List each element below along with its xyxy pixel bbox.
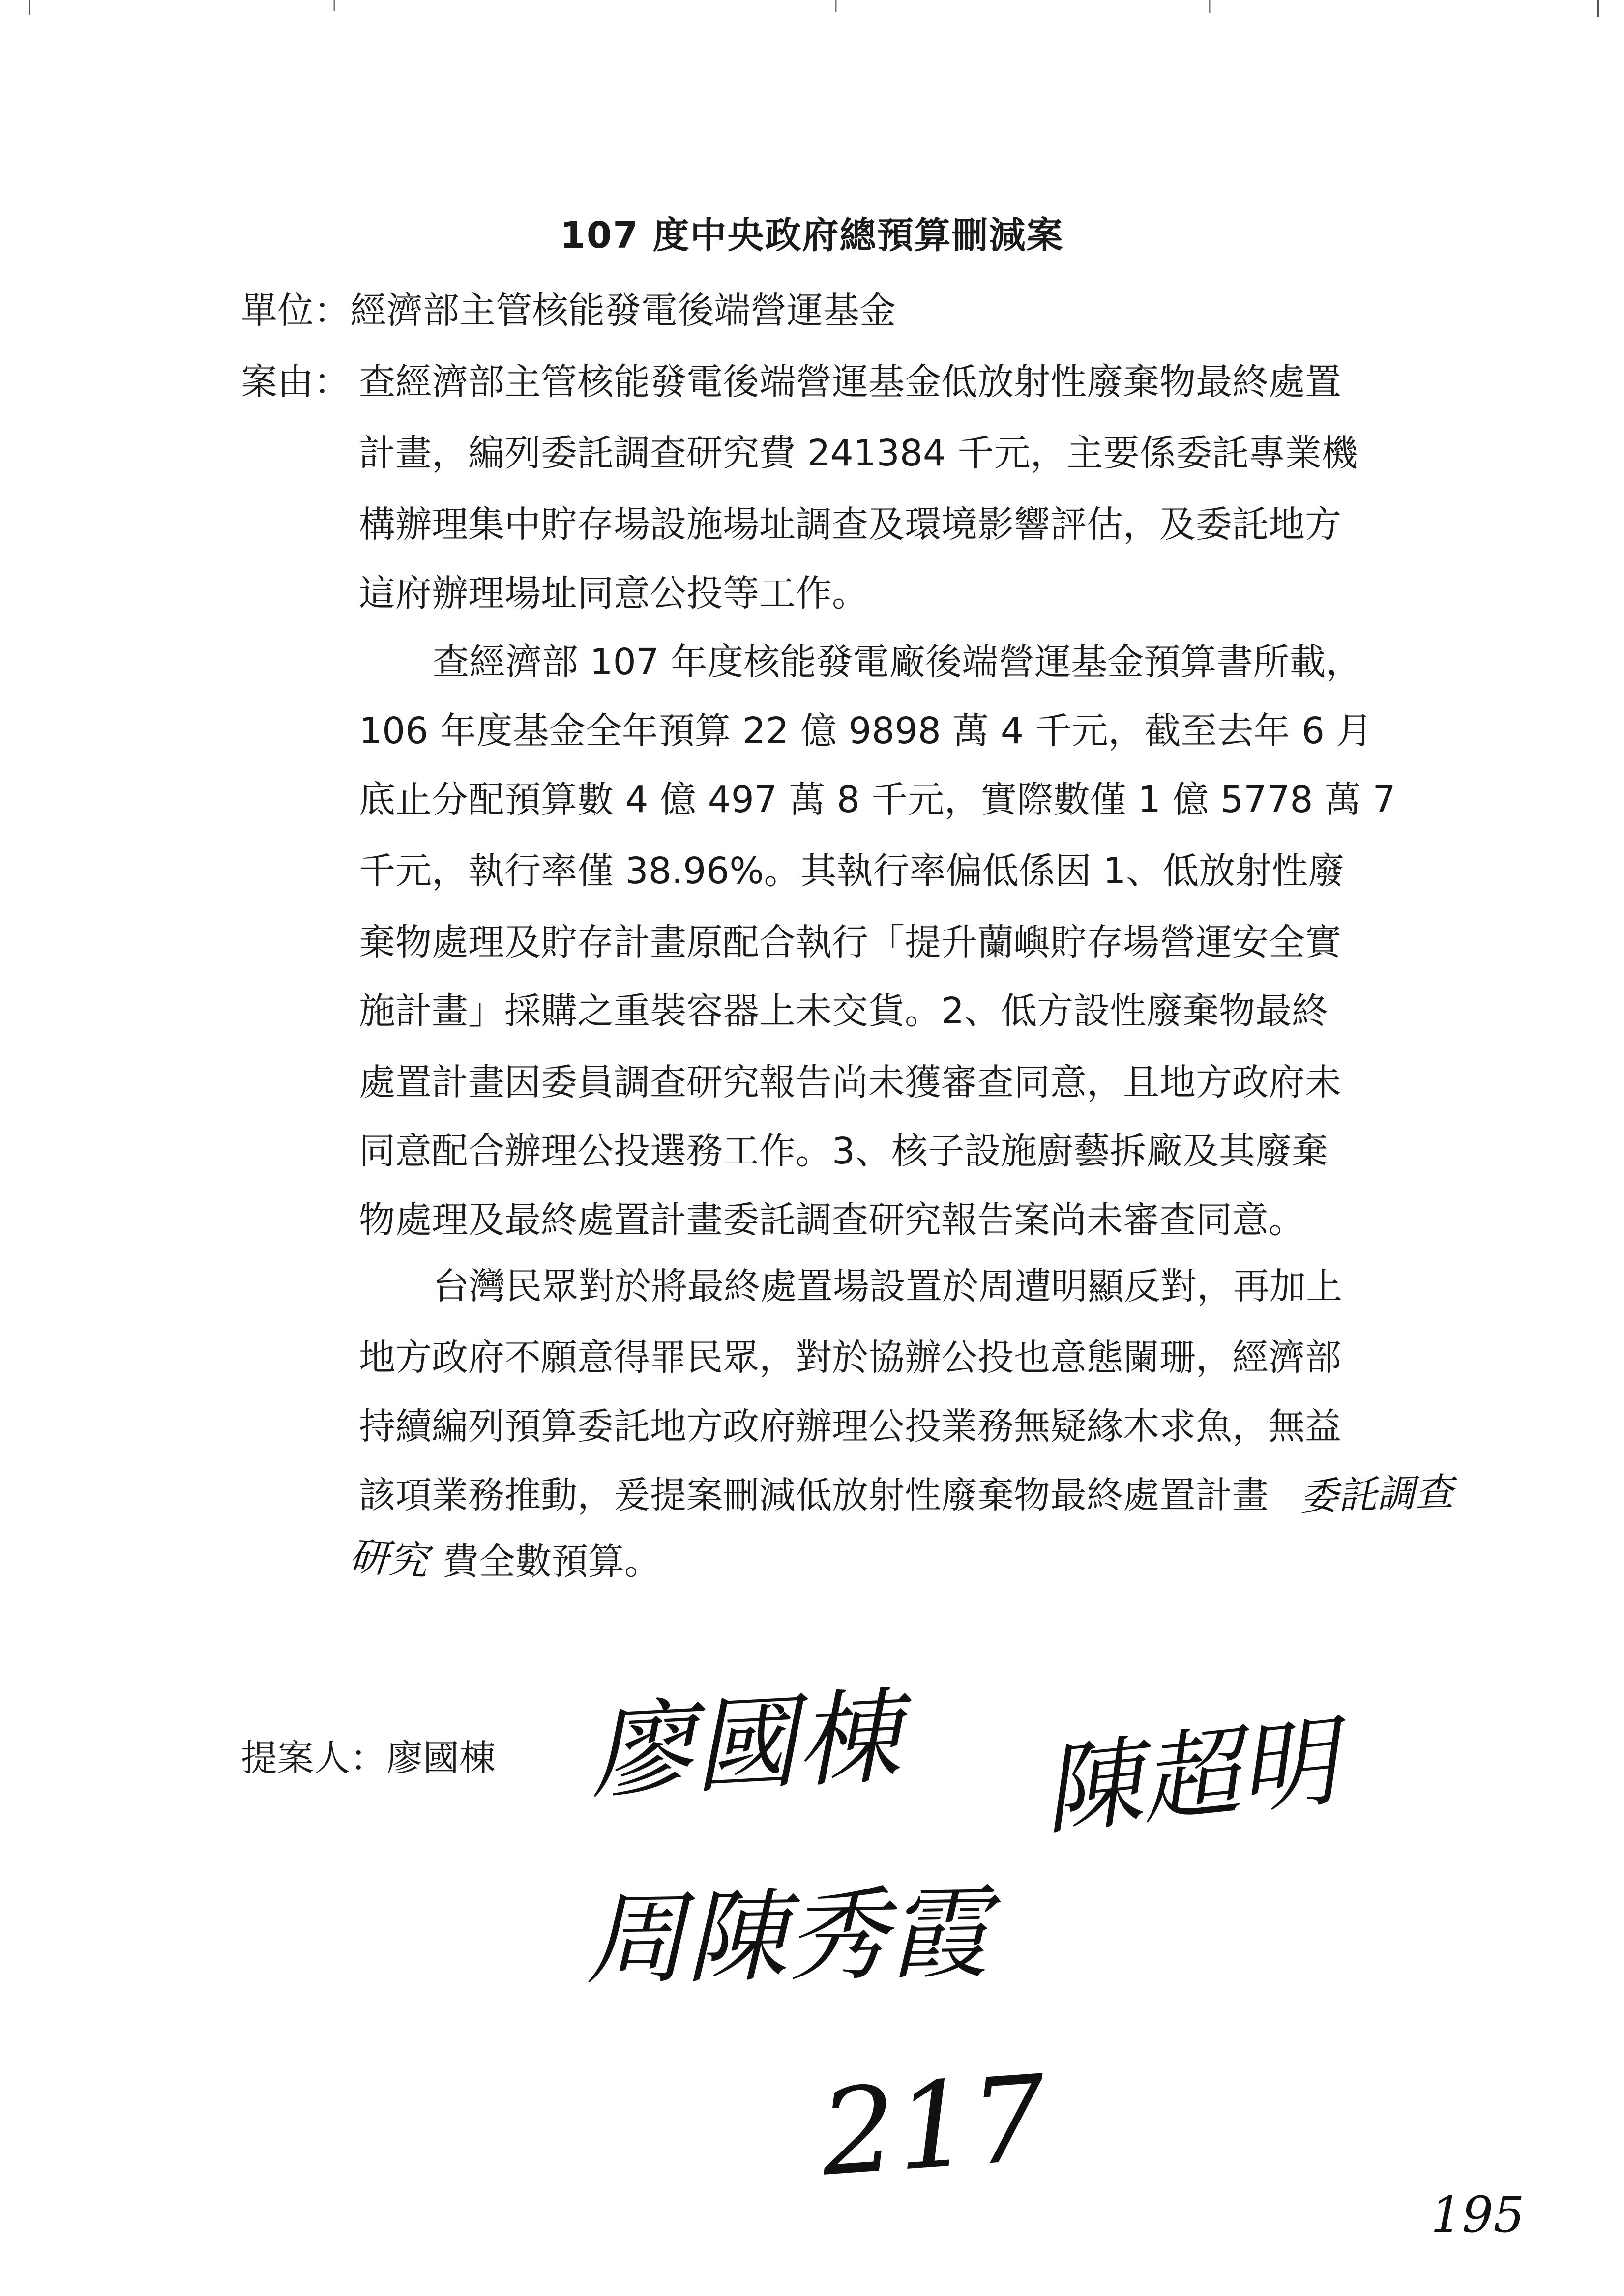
stamp-number [816,2049,1051,2203]
unit-label: 單位： [241,290,350,332]
reason-line: 構辦理集中貯存場設施場址調查及環境影響評估，及委託地方 [359,503,1341,546]
signature-3-text: 周陳秀霞 [584,1875,990,1999]
paragraph-line: 千元，執行率僅 38.96%。其執行率偏低係因 1、低放射性廢 [359,850,1345,892]
proposer-line [241,1737,496,1779]
stamp-number-text: 217 [816,2049,1051,2203]
page-number-text: 195 [1431,2186,1525,2243]
paragraph-line: 該項業務推動，爰提案刪減低放射性廢棄物最終處置計畫 [359,1474,1269,1516]
page-number [1426,2182,1534,2246]
paragraph-line: 台灣民眾對於將最終處置場設置於周遭明顯反對，再加上 [433,1265,1342,1308]
signature-2 [1033,1691,1377,1858]
unit-line [241,290,896,332]
paragraph-line: 查經濟部 107 年度核能發電廠後端營運基金預算書所載， [433,641,1362,683]
paragraph-line: 棄物處理及貯存計畫原配合執行「提升蘭嶼貯存場營運安全實 [359,921,1341,963]
scan-edge-marks [0,0,1624,20]
proposer-name: 廖國棟 [386,1737,496,1779]
signature-1-text: 廖國棟 [587,1677,903,1813]
unit-value: 經濟部主管核能發電後端營運基金 [350,290,896,332]
paragraph-line: 物處理及最終處置計畫委託調查研究報告案尚未審查同意。 [359,1199,1305,1241]
paragraph-line: 施計畫」採購之重裝容器上未交貨。2、低方設性廢棄物最終 [359,990,1329,1032]
document-title: 107 度中央政府總預算刪減案 [560,214,1064,257]
handwritten-insert-2-text: 研究 [348,1533,430,1585]
paragraph-line: 底止分配預算數 4 億 497 萬 8 千元，實際數僅 1 億 5778 萬 7 [359,779,1396,821]
paragraph-line: 處置計畫因委員調查研究報告尚未獲審查同意，且地方政府未 [359,1061,1341,1104]
signature-3 [575,1848,1018,2015]
paragraph-line: 持續編列預算委託地方政府辦理公投業務無疑緣木求魚，無益 [359,1405,1341,1448]
proposer-label: 提案人： [241,1737,386,1779]
handwritten-insert-1-text: 委託調查 [1299,1470,1454,1520]
signature-2-text: 陳超明 [1037,1704,1343,1849]
handwritten-insert-1 [1298,1462,1460,1526]
reason-label: 案由： [241,361,350,403]
paragraph-tail: 費全數預算。 [443,1540,661,1583]
paragraph-line: 地方政府不願意得罪民眾，對於協辦公投也意態闌珊，經濟部 [359,1337,1341,1379]
paragraph-line: 同意配合辦理公投選務工作。3、核子設施廚藝拆廠及其廢棄 [359,1130,1329,1172]
reason-line: 計畫，編列委託調查研究費 241384 千元，主要係委託專業機 [359,432,1358,474]
paragraph-line: 106 年度基金全年預算 22 億 9898 萬 4 千元，截至去年 6 月 [359,710,1373,752]
reason-line: 查經濟部主管核能發電後端營運基金低放射性廢棄物最終處置 [359,361,1341,403]
signature-1 [580,1666,954,1824]
reason-line: 這府辦理場址同意公投等工作。 [359,572,868,614]
